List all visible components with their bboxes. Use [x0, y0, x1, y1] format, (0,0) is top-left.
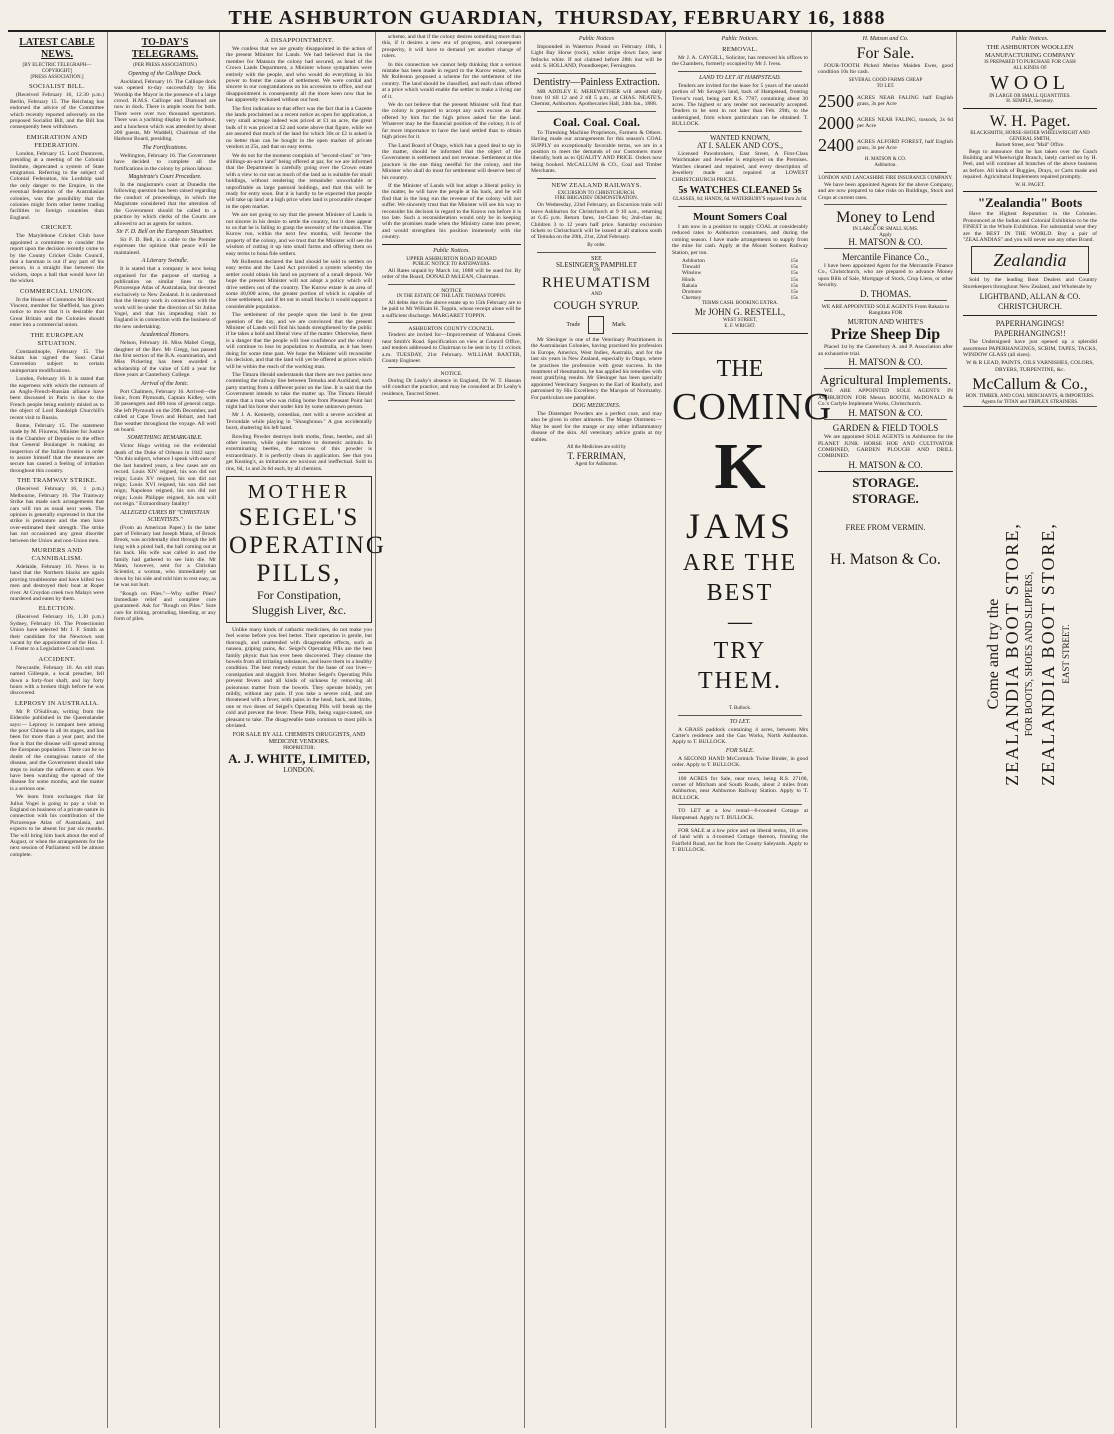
insurance-text: We have been appointed Agents for the above Company, and are now prepared to take risks on Buildings, Stock and Crops at current rates.	[818, 181, 953, 201]
zealandia-heading: "Zealandia" Boots	[977, 195, 1083, 211]
telegram-item-text: In the magistrate's court at Dunedin the following question has been raised regarding the conduct of proceedings, in which the Magistrate considered that the attention of the Government should be called to a practice by which clerks of the Courts are allowed to act as agents for suitors.	[114, 182, 216, 227]
cable-item-heading: COMMERCIAL UNION.	[19, 287, 95, 295]
for-sale-heading: FOR SALE.	[725, 747, 755, 754]
mark-label: Mark.	[612, 321, 627, 328]
coal-rate-price: 15s	[790, 282, 798, 289]
paget-trades: BLACKSMITH, HORSE-SHOER WHEELWRIGHT AND GENERAL SMITH,	[970, 131, 1090, 142]
telegram-item-text: Wellington, February 16. The Government have decided to complete all the fortifications in the colony by prison labour.	[114, 152, 216, 172]
editorial-cont-paragraph: If the Minister of Lands will but adopt a liberal policy in the matter, he will have the people at his back, and he will find that in the long run the revenue of the colony will not suffer. We sincerely trust that the Minister will see his way to reconsider his decision in regard to the Kurow run before it is too late. Such a reconsideration would only be in keeping with the promises made when the Ministry came into power, and would strengthen his position immensely with the country.	[382, 182, 521, 241]
dentistry-heading: Dentistry—Painless Extraction.	[533, 76, 660, 88]
garden-text: We are appointed SOLE AGENTS in Ashburton for the PLANET JUNR. HORSE HOE AND CULTIVATOR COMBINED, GARDEN PLOUGH AND DRILL COMBINED.	[818, 434, 953, 460]
paget-text: Begs to announce that he has taken over the Coach Building and Wheelwright Branch, lately carried on by H. Peel, and will continue all branches of the above business as before. All kinds of Buggies, Drays, or Carts made and repaired. Agricultural Implements repaired promptly.	[963, 148, 1097, 181]
pamphlet-and: AND	[591, 292, 602, 298]
lightband-name: LIGHTBAND, ALLAN & CO.	[979, 292, 1081, 302]
land-to-let-text: Tenders are invited for the lease for 5 years of the unsold portion of Mr Savage's land, back of Hampstead, fronting Trevor's road, being part R.S. 7787, containing about 30 acres. The highest or any tender not necessarily accepted. Tenders to be sent in not later than Feb. 29th, to the undersigned, from whom particulars can be obtained. T. BULLOCK.	[672, 82, 808, 128]
column-notices-c	[961, 32, 1100, 1428]
col6-notices-heading: Public Notices.	[721, 36, 759, 42]
salek-text: Licensed Pawnbrokers, East Street, A First-Class Watchmaker and Jeweller is employed on the Premises. Watches cleaned and repaired, and every description of Jewellery made and repaired at LOWEST CHRISTCHURCH PRICES.	[672, 151, 808, 183]
seigel-city: LONDON.	[283, 766, 315, 775]
agent-name: T. FERRIMAN,	[567, 450, 626, 461]
removal-text: Mr J. A. CAYGILL, Solicitor, has removed his offices to the Chambers, formerly occupied by Mr J. Ivess.	[672, 55, 808, 68]
boot-side2: ZEALANDIA BOOT STORE,	[1002, 522, 1022, 787]
woollen-heading: THE ASHBURTON WOOLLEN MANUFACTURING COMPANY	[984, 44, 1076, 59]
jams-jams: JAMS	[685, 505, 795, 546]
thomas-sign: D. THOMAS.	[859, 288, 912, 299]
coal-rate-price: 15s	[790, 270, 798, 277]
telegram-item-text: "Rough on Piles."—Why suffer Piles? Immediate relief and complete cure guaranteed. Ask for "Rough on Piles." Sure cure for itching, protruding, bleeding, or any form of piles.	[114, 590, 216, 623]
column-telegrams	[112, 32, 220, 1428]
coal-rate-price: 15s	[790, 257, 798, 264]
coal-rate-place: Hinds	[682, 276, 695, 283]
acre-listing	[818, 113, 953, 133]
agent-sub: Agent for Ashburton.	[575, 461, 618, 467]
telegram-items	[114, 71, 216, 623]
telegrams-assoc: (PER PRESS ASSOCIATION.)	[133, 63, 197, 68]
acre-listings	[818, 91, 953, 155]
money-sub: IN LARGE OR SMALL SUMS.	[852, 227, 919, 233]
cable-item-text: We learn from exchanges that Sir Julius Vogel is going to pay a visit to England on business of a private nature in connection with his contribution of the Picturesque Atlas of Australasia, and expects to be absent for just six months. The will bring him back about the end of August, or when the arrangements for the next session of Parliament will be almost complete.	[10, 794, 104, 858]
seigel-line5: For Constipation,	[256, 588, 341, 602]
sale2-text: FOR SALE at a low price and on liberal terms, 10 acres of land with a 4-roomed Cottage thereon, fronting the Fairfield Road, not far from the County Saleyards. Apply to T. BULLOCK.	[672, 828, 808, 854]
paints-text: W & R LEAD, PAINTS, OILS VARNISHES, COLORS, DRYERS, TURPENTINE, &c.	[966, 360, 1094, 373]
seigel-proprietor-label: PROPRIETOR:	[283, 745, 315, 751]
coal-terms: TERMS CASH. BOOKING EXTRA.	[702, 301, 778, 307]
editorial-cont-paragraph: We do not believe that the present Minister will find that the colony is prepared to accept any such excuse as that offered by him for the high prices asked for the land. Whatever may be the financial position of the colony, it is of far more importance to have the land settled than to obtain high prices for it.	[382, 102, 521, 141]
ashburton-sign1: Ashburton.	[874, 163, 897, 169]
cable-item-heading: LEPROSY IN AUSTRALIA.	[14, 699, 100, 707]
wool-sub: IN LARGE OR SMALL QUANTITIES.	[989, 93, 1071, 99]
coal-rate-price: 15s	[790, 276, 798, 283]
removal-heading: REMOVAL.	[722, 46, 758, 53]
col5-notices-heading: Public Notices	[578, 36, 615, 42]
boot-store-rotated	[985, 522, 1075, 786]
money-to-lend: Money to Lend	[836, 209, 935, 227]
storage-heading: STORAGE. STORAGE.	[852, 475, 919, 507]
coal-rate-place: Rakaia	[682, 282, 697, 289]
telegram-item-heading: The Fortifications.	[142, 144, 188, 151]
masthead	[8, 6, 1106, 32]
coal-heading: Coal. Coal. Coal.	[553, 114, 640, 129]
column-cable-news	[8, 32, 108, 1428]
acre-text: ACRES ALFORD FOREST, half English grass, 3s per Acre	[857, 139, 953, 152]
salek-heading: AT I. SALEK AND CO'S.,	[697, 141, 783, 151]
wool-kinds: ALL KINDS OF	[1013, 65, 1047, 71]
telegram-item-text: Sir F. D. Bell, in a cable to the Premier expresses the opinion that peace will be maintained.	[114, 236, 216, 256]
wanted-known: WANTED KNOWN,	[710, 133, 770, 142]
seigel-sale: FOR SALE BY ALL CHEMISTS DRUGGISTS, AND MEDICINE VENDORS.	[232, 731, 366, 745]
press-assoc: [PRESS ASSOCIATION.]	[30, 74, 84, 80]
telegram-item-heading: Sir F. D. Bell on the European Situation.	[116, 228, 214, 235]
coal-rate-price: 15s	[790, 264, 798, 271]
trade-label: Trade	[566, 321, 581, 328]
sheepdip-agents: WE ARE APPOINTED SOLE AGENTS From Rakaia to Rangitata FOR	[821, 304, 950, 317]
cable-item-text: Newcastle, February 16. An old man named Gillespie, a local preacher, fell down a forty-foot shaft, and lay forty hours with a broken thigh before he was discovered.	[10, 664, 104, 697]
editorial-paragraph: Mr J. A. Kennedy, comedian, met with a severe accident at Teviotdale while playing in "Shaughraun." A gun accidentally burst, shattering his left hand.	[226, 412, 372, 432]
pamphlet-cough: COUGH SYRUP.	[553, 297, 640, 312]
cable-item-text: In the House of Commons Mr Howard Vincent, member for Sheffield, has given notice to move that it is desirable that Great Britain and the Colonies should enter into a commercial union.	[10, 296, 104, 329]
telegram-item-heading: A Literary Swindle.	[141, 258, 189, 265]
cable-item-heading: CRICKET.	[41, 224, 73, 232]
notice-heading: UPPER ASHBURTON ROAD BOARD	[406, 255, 497, 262]
coal-rate-place: Dromore	[682, 288, 702, 295]
coal-rate-price: 15s	[790, 288, 798, 295]
coal-rates-list	[682, 258, 798, 301]
seigel-line6: Sluggish Liver, &c.	[251, 603, 347, 617]
acre-text: ACRES NEAR FALING, tussock, 2s 6d per Acre	[857, 117, 953, 130]
see-label: SEE	[591, 255, 602, 262]
land-to-let-heading: LAND TO LET AT HAMPSTEAD.	[699, 74, 781, 81]
cable-item-text: (Received February 16, 1 p.m.) Melbourne, February 16. The Tramway Strike has made such arrangements that cars will run as usual next week. The opinion is generally expressed in that the strike is premature and the men have over-estimated their strength. The strike has not occasioned any great disorder between the Union and non-Union men.	[10, 486, 104, 544]
insurance-heading: LONDON AND LANCASHIRE FIRE INSURANCE COMPANY.	[818, 176, 953, 181]
matson-sign1: H. MATSON & CO.	[864, 157, 907, 163]
acre-listing	[818, 91, 953, 111]
cable-item-heading: ELECTION.	[38, 605, 76, 613]
cable-items	[10, 83, 104, 858]
pamphlet-rheumatism: RHEUMATISM	[541, 275, 652, 292]
cable-item-heading: ACCIDENT.	[38, 655, 76, 663]
jams-try: TRY THEM.	[698, 637, 782, 694]
watches-heading: 5s WATCHES CLEANED 5s	[678, 185, 802, 197]
slesinger-text: Mr Slesinger is one of the Veterinary Practitioners in the Australasian Colonies, having practised his profession in Europe, America, West Indies, Australia, and for the last six years in New Zealand, especially in Otago, where he practises the profession with great success. In the treatment of rheumatism, he has applied his remedies with most gratifying results. Mr Slesinger has been specially appointed Veterinary Surgeon to the Earl of Ranfurly, and patronised by His Excellency the Marquis of Normanby. For particulars see pamphlet.	[531, 336, 662, 401]
cable-item-text: Mr P. O'Sullivan, writing from the Elderslie published in the Queenslander says:— Leprosy is rampant here among the poor Chinese in all its stages, and has been for more than a year past; and the fear is that the disease will spread among the European population. There can be no doubt of the contagious nature of the disease, and the Government should take steps to isolate the sufferers at once. We have been watching the spread of the disease for some months, and the matter is a serious one.	[10, 708, 104, 792]
paget-sign: W. H. PAGET.	[1015, 182, 1045, 188]
farms-cheap: SEVERAL GOOD FARMS CHEAP	[848, 77, 923, 83]
cable-item-heading: EMIGRATION AND FEDERATION.	[26, 133, 88, 149]
editorial-cont-paragraph: The Land Board of Otago, which has a good deal to say in the matter, should be informed that the object of the Government is settlement and not revenue. Settlement at this juncture is the one thing needful for the colony, and the Minister who shall do most for settlement will deserve best of his country.	[382, 142, 521, 181]
agents-label: All the Medicines are sold by	[566, 445, 626, 451]
public-notices-list	[382, 256, 521, 402]
editorial-paragraph: The first indication to that effect was the fact that in a Gazette the lands proclaimed as a recent notice as open for application, a very small acreage indeed was priced at £1 an acre, the great bulk of it was priced at £2 and some above that figure, while we are assured that much of the land for which 30s or £2 is asked is no better than can be bought in the open market of private vendors at 25s, and that on easy terms.	[226, 105, 372, 151]
pamphlet-name: SLESINGER'S PAMPHLET	[556, 260, 637, 269]
telegram-item-text: Nelson, February 16. Miss Mabel Gregg, daughter of the Rev. Mr Gregg, has passed the first section of the B.A. examination, and Miss Pickering has been awarded a scholarship of the value of £40 a year for three years at Canterbury College.	[114, 340, 216, 379]
paperhangings-heading: PAPERHANGINGS! PAPERHANGINGS!!	[994, 319, 1066, 339]
mercantile-text: I have been appointed Agent for the Mercantile Finance Co., Christchurch, who are prepared to advance Money upon Bills of Sale, Mortgage of Stock, Crop Liens, or other Security.	[818, 263, 953, 289]
railways-text: On Wednesday, 22nd February, an Excursion train will leave Ashburton for Christchurch at 9 10 a.m., returning at 6.45 p.m. Return fares, 1st-Class 6s; 2nd-class 4s; Children 3 to 12 years half price. Saturday excursion tickets to Christchurch will be issued at all stations south of Temuka on the 20th, 21st, 22nd February.	[531, 202, 662, 241]
paperhangings-text: The Undersigned have just opened up a splendid assortment PAPERHANGINGS, SCRIM, TAPES, TACKS, WINDOW GLASS (all sizes).	[963, 339, 1097, 359]
sheepdip-name: MURTON AND WHITE'S	[847, 317, 924, 326]
watches-sub: GLASSES, 6d; HANDS, 6d. WATERBURY'S repaired from 2s 6d.	[672, 197, 808, 203]
telegram-item-heading: Magistrate's Court Procedure.	[128, 174, 202, 181]
for-sale-title: For Sale.	[856, 45, 915, 62]
editorial-paragraph: We confess that we are greatly disappointed in the action of the present Minister for Lands. We had believed that in the member for Mataura the colony had secured, as head of the Crown Lands Department, a Minister whose sympathies were entirely with the people, and who would do everything in his power to foster the cause of settlement. We were cordial and sincere in our congratulations on his accession to office, and our disappointment is consequently all the more keen now that he has apparently reckoned without our host.	[226, 46, 372, 104]
acre-number: 2500	[818, 91, 854, 112]
boot-side3: FOR BOOTS, SHOES AND SLIPPERS,	[1024, 572, 1035, 737]
apply-label: Apply	[879, 232, 892, 238]
mccallum-heading: McCallum & Co.,	[972, 376, 1088, 394]
editorial-cont-paragraph: In this connection we cannot help thinking that a serious mistake has been made in regard to the Kurow estate, when Mr Rolleston proposed a scheme for the settlement of the country. The land should be classified, and each class offered at a price which would enable the settler to make a living out of it.	[382, 61, 521, 100]
notice-heading: NOTICE	[441, 287, 462, 294]
acre-number: 2400	[818, 135, 854, 156]
notice-text: During Dr Leahy's absence in England, Dr W. T. Hassan will conduct the practice, and may be consulted at Dr Leahy's residence, Tancred Street.	[382, 377, 521, 397]
cable-item-heading: THE TRAMWAY STRIKE.	[17, 477, 97, 485]
notice-sub: PUBLIC NOTICE TO RATEPAYERS.	[412, 262, 491, 267]
editorial-cont-paragraph: scheme, and that if the colony desires something more than this, if it desires a new era of progress, and consequent prosperity, it will have to demand yet another change of rulers.	[382, 34, 521, 60]
boot-store-ad	[963, 406, 1097, 902]
semple-sign: H. SEMPLE, Secretary.	[1006, 99, 1054, 105]
columns	[8, 32, 1106, 1428]
editorial-paragraph: We are not going to say that the present Minister of Lands is not sincere in his desire to settle the country, but it does appear to us that he is failing to grasp the necessity of the situation. The Kurow run, within the next few months, will become the property of the colony, and we trust that the Minister will see the wisdom of cutting it up into small farms and offering them on easy terms to bona fide settlers.	[226, 212, 372, 257]
newspaper-name: THE ASHBURTON GUARDIAN,	[228, 6, 544, 29]
sheepdip-sub: Placed 1st by the Canterbury A. and P. Association after an exhaustive trial.	[818, 344, 953, 357]
notice-heading: NOTICE.	[440, 371, 463, 378]
telegram-item-text: It is stated that a company is now being organised for the purpose of starting a publication on similar lines to the Picturesque Atlas of Australasia, but devoted exclusively to New Zealand. It is understood that the literary work in connection with the work will be under the direction of Sir Julius Vogel, and that his impending visit to England is in connection with the business of the new undertaking.	[114, 266, 216, 330]
matson-header: H. Matson and Co.	[862, 36, 909, 42]
telegram-item-heading: Opening of the Calliope Dock.	[128, 70, 202, 77]
public-notices-heading: Public Notices.	[433, 247, 470, 254]
cable-item-heading: SOCIALIST BILL.	[28, 83, 86, 91]
cable-item-heading: THE EUROPEAN SITUATION.	[30, 331, 84, 347]
garden-heading: GARDEN & FIELD TOOLS	[832, 423, 939, 434]
coal-rate-price: 15s	[790, 295, 798, 302]
agri-heading: Agricultural Implements.	[819, 372, 952, 388]
jams-ad: THE COMING K JAMS ARE THE BEST — TRY THEM.	[672, 355, 833, 694]
sheep-text: FOUR-TOOTH Picked Merino Maiden Ewes, good condition 10s for cash.	[818, 63, 953, 76]
matson-sign2: H. MATSON & CO.	[848, 236, 923, 247]
seigel-line1: MOTHER	[247, 481, 351, 503]
impounded-notice: Impounded in Waterton Pound on February 16th, 1 Light Bay Horse (rock), white stripe down face, near fetlocks white. If not claimed before 28th inst will be sold. S. HOLLAND, Poundkeeper, Fernington.	[531, 44, 662, 70]
mccallum-sub: BON. TIMBER, AND COAL MERCHANTS, & IMPORTERS.	[965, 394, 1095, 400]
railways-heading: NEW ZEALAND RAILWAYS.	[551, 181, 642, 189]
boot-side4: ZEALANDIA BOOT STORE,	[1038, 522, 1058, 787]
matson-sign3: H. MATSON & CO.	[848, 357, 923, 368]
telegram-item-text: Victor Hugo writing on the evidential death of the Duke of Orleans in 1842 says: "On this subject, whence I speak with ease of the last hundred years, a few cases are on record. Louis XIV reigned, his son did not reign; Louis XV reigned, his son did not reign; Louis XVI reigned, his son did not reign; Napoleon reigned, his son did not reign; Louis Philippe reigned, his son will not reign." Extraordinary fatality!	[114, 443, 216, 508]
sheepdip-heading: Prize Sheep Dip	[830, 326, 941, 344]
column-notices-a	[529, 32, 666, 1428]
boot-side1: Come and try the	[985, 599, 1002, 710]
notice-heading: ASHBURTON COUNTY COUNCIL.	[408, 326, 495, 333]
railways-sub: EXCURSION TO CHRISTCHURCH.	[557, 190, 636, 196]
cable-news-heading: LATEST CABLE NEWS.	[19, 37, 95, 60]
zealandia-text: Have the Highest Reputation in the Colonies. Pronounced at the Indian and Colonial Exhibition to be the FINEST in the Whole Exhibition. For substantial wear they are the BEST IN THE WORLD. Buy a pair of "ZEALANDIAS" and you will never use any other Brand.	[963, 211, 1097, 244]
jams-coming: COMING	[672, 385, 833, 428]
cable-item-heading: MURDERS AND CANNIBALISM.	[31, 546, 83, 562]
cable-item-text: Adelaide, February 16. News is to hand that the Northern blacks are again proving troublesome and have killed two men and destroyed their boat at Roper river. At Croydon creek two Malays were murdered and eaten by them.	[10, 563, 104, 602]
mccallum-agents: Agents for TITAN and TRIPLEX STRAINERS.	[981, 400, 1079, 406]
to-let-heading: TO LET.	[729, 718, 751, 725]
coal-sign2: WEST STREET,	[723, 318, 757, 324]
dog-medicines-text: The Distemper Powders are a perfect cure, and may also be given in other ailments. The Mange Ointment.—May be used for the mange or any other inflammatory disease of the skin. All veterinary advice gratis at my stables.	[531, 410, 662, 443]
coal-rate-place: Chertsey	[682, 295, 702, 302]
seigel-pills-ad	[226, 476, 386, 623]
boot-side5: EAST STREET.	[1061, 624, 1071, 684]
to-let-text: A GRASS paddock containing 4 acres, between Mrs Carter's residence and the Gas Works, North Ashburton. Apply to T. BULLOCK.	[672, 726, 808, 746]
editorial-paragraph: We do not for the moment complain of "second-class" or "ten-shillings-an-acre land" being offered at par, for we are informed that the Department is carefully going over the Crown estate with a view to cut out as much of the land as is suitable for small holdings, without rendering the remainder unworkable or unprofitable as large pastoral holdings, and that this will be ready for entry soon. But it is hardly to be expected that people will take up land at a high price when land is procurable cheaper in the open market.	[226, 152, 372, 210]
column-editorial-cont	[380, 32, 525, 1428]
dentistry-text: MR ADDLEY E. MEREWETHER will attend daily from 10 till 12 and 2 till 5 p.m., at CHAS. NEATE'S, Chemist, Ashburton. Apothecaries Hall, 24th Jan., 1888.	[531, 88, 662, 108]
dog-medicines-heading: DOG MEDICINES.	[572, 402, 621, 409]
coal-sign3: E. F. WRIGHT.	[724, 323, 756, 329]
zealandia-logo	[971, 246, 1089, 274]
cable-item-text: London, February 16. It is stated that the eagerness with which the rumours of an Anglo-French-Russian alliance have been discussed in Paris is due to the French people being entirely misled as to the object of Lord Randolph Churchill's recent visit to Russia.	[10, 376, 104, 421]
seigel-line4: PILLS,	[256, 560, 342, 587]
column-editorial	[224, 32, 386, 1428]
trade-mark	[531, 316, 662, 334]
woollen-sub: IS PREPARED TO PURCHASE FOR CASH	[984, 60, 1076, 65]
zealandia-sold: Sold by the leading Boot Dealers and Country Storekeepers throughout New Zealand, and Wholesale by	[963, 277, 1097, 290]
column-matson	[816, 32, 957, 1428]
bullock-label: T. Bullock.	[728, 705, 752, 711]
mount-somers-text: I am now in a position to supply COAL at considerably reduced rates to Ashburton consumers, and during the coming season. I have made arrangements to supply from the mine for cash. Apply at the Mount Somers Railway Station, per ton.	[672, 223, 808, 256]
telegrams-heading: TO-DAY'S TELEGRAMS.	[131, 37, 199, 60]
acre-text: ACRES NEAR FALING half English grass, 3s per Acre	[857, 95, 953, 108]
matson-sign4: H. MATSON & CO.	[848, 407, 923, 418]
editorial-heading: A DISAPPOINTMENT.	[264, 37, 334, 44]
cable-item-text: London, February 15. Lord Dunraven, presiding at a meeting of the Colonial Institute, deprecated a system of State emigration. Referring to the subject of Colonial Federation, his Lordship said the only danger to the Empire, in the eventual federation of the Australasian colonies, was the possibility that the colonies might form other better trading facilities to foreign countries than England.	[10, 150, 104, 221]
col8-notices-heading: Public Notices.	[1011, 36, 1049, 42]
jams-k: K	[714, 429, 766, 503]
cable-item-text: The Marylebone Cricket Club have appointed a committee to consider the report upon the decision recently come to by the County Cricket Clubs Council, that a barsman is out if any part of his person, in a straight line between the wickets, stops a ball that would have hit the wicket.	[10, 233, 104, 285]
trade-mark-icon	[588, 316, 604, 334]
coal-rate-place: Ashburton	[682, 257, 705, 264]
for-sale-text: A SECOND HAND McCormick Twine Binder, in good order. Apply to T. BULLOCK.	[672, 755, 808, 769]
coal-sign: Mr JOHN G. RESTELL,	[694, 307, 786, 318]
coal-text: To Threshing Machine Proprietors, Farmers & Others. Having made our arrangements for this season's COAL SUPPLY on exceptionally favorable terms, we are in a position to meet the demands of our Customers more liberally, both as to QUALITY AND PRICE. Orders now being booked. McCALLUM & CO., Coal and Timber Merchants.	[531, 129, 662, 175]
notice-text: All debts due to the above estate up to 15th February are to be paid to Mr William H. Toppin, whose receipt alone will be a sufficient discharge. MARGARET TOPPIN.	[382, 299, 521, 319]
acre-number: 2000	[818, 113, 854, 134]
matson-sign5: H. MATSON & CO.	[848, 459, 923, 470]
christchurch-label: CHRISTCHURCH.	[998, 302, 1062, 312]
editorial-paragraph: The Timaru Herald understands that there are two parties now contesting the railway line between Temuka and Auckland, each party starting from a different point on the line. It is said that the Government intends to take the matter up. The Timaru Herald states that a man who was riding home from Pleasant Point last night had his horse shot under him by some unknown person.	[226, 371, 372, 410]
jams-the: THE	[716, 355, 764, 382]
matson-footer: H. Matson & Co.	[830, 550, 941, 568]
farm-text: 100 ACRES for Sale, near town, being R.S. 27168, corner of Mitcham and South Roads, about 2 miles from Ashburton, near Ashburton Railway Station. Apply to T. BULLOCK.	[672, 775, 808, 801]
seigel-firm: A. J. WHITE, LIMITED,	[228, 751, 370, 767]
cable-item-text: (Received February 16, 1.30 p.m.) Sydney, February 16. The Protectionist Union have selected Mr J. F. Smith as their candidate for the Newtown seat vacant by the appointment of the Hon. J. J. Foster to a Legislative Council seat.	[10, 614, 104, 653]
telegram-item-text: (From an American Paper.) In the latter part of February last Joseph Mann, of Brook Brook, was accidentally shot through the left lung with a pistol ball, the ball coming out at his back. His wife was called in and the family had gathered to see him die. Mr Mann, however, sent for a Christian Scientist, a woman, who immediately sat down by his side and told him to rest easy, as he was not hurt.	[114, 524, 216, 589]
cable-item-text: Rome, February 15. The statement made by M. Fliurens, Minister for Justice in the Chamber of Deputies to the effect that General Boulanger is making an inspection of the Italian frontier in order to assure himself that the measures are secure has caused a feeling of irritation throughout this country.	[10, 423, 104, 474]
acre-listing	[818, 135, 953, 155]
zealandia-logo-text: Zealandia	[993, 250, 1067, 271]
notice-text: All Rates unpaid by March 1st, 1888 will be sued for. By order of the Board, DONALD McLEAN, Chairman.	[382, 267, 521, 281]
notice-text: Tenders are invited for—Improvement of Wakanui Creek near Smith's Road. Specification on view at Council Office, and tenders addressed to Chairman to be sent in by 11 o'clock a.m. TUESDAY, 21st February. WILLIAM BAXTER, County Engineer.	[382, 332, 521, 365]
seigel-line3: OPERATING	[229, 532, 386, 559]
cottage-text: TO LET at a low rental—6-roomed Cottage at Hampstead. Apply to T. BULLOCK.	[672, 808, 808, 821]
cable-item-text: Constantinople, February 15. The Sultan has signed the Suez Canal Convention subject to certain unimportant modifications.	[10, 348, 104, 374]
telegram-item-heading: Academical Honors.	[140, 332, 190, 339]
editorial-paragraph: The settlement of the people upon the land is the great question of the day, and we are convinced that the present Minister of Lands will find his hands strengthened by the public if he takes a bold and liberal view of the matter. Otherwise, there is a danger that the people will lose confidence and the colony will continue to lose its population to Australia, as it has been doing for some time past. We hope the Minister will reconsider his decision, and that the land will yet be offered at prices which will be within the reach of the working man.	[226, 312, 372, 370]
notice-sub: IN THE ESTATE OF THE LATE THOMAS TOPPIN.	[396, 294, 507, 300]
telegram-item-heading: ALLEGED CURES BY "CHRISTIAN SCIENTISTS."	[120, 509, 210, 523]
seigel-line2: SEIGEL'S	[238, 504, 360, 531]
mercantile-heading: Mercantile Finance Co.,	[842, 252, 929, 263]
coal-rate-place: Tinwald	[682, 264, 700, 271]
vermin-text: FREE FROM VERMIN.	[845, 523, 926, 533]
cable-byline: [BY ELECTRIC TELEGRAPH—COPYRIGHT]	[22, 63, 92, 74]
editorial-paragraph: Mr Rolleston declared the land should be sold to settlers on easy terms and the Land Act provided a system whereby the settler could obtain his land on payment of a small deposit. We hope the present Minister will not adopt a policy which will drive settlers out of the country. The Kurow estate is an area of some 40,000 acres, the greater portion of which is capable of close settlement, and if let out in small blocks it would support a considerable population.	[226, 259, 372, 310]
to-let-label: TO LET.	[876, 83, 895, 89]
jams-best: ARE THE BEST	[682, 549, 798, 606]
telegram-item-heading: SOMETHING REMARKABLE.	[127, 435, 203, 442]
telegram-item-heading: Arrival of the Ionic.	[141, 380, 189, 387]
telegram-item-text: Auckland, February 16. The Calliope dock was opened to-day successfully by His Worship the Mayor in the presence of a large crowd. H.M.S. Calliope and Diamond are now in dock. There is ample room for both. There were over two thousand spectators. There was a yachting display in the harbour, and a luncheon which was attended by about 200 guests, Mr Waddell, Chairman of the Harbour Board, presiding.	[114, 78, 216, 143]
agri-text: WE ARE APPOINTED SOLE AGENTS IN ASHBURTON FOR Messrs BOOTH, McDONALD & Co.'s Carlyle Implement Works, Christchurch.	[818, 388, 953, 408]
column-notices-b	[670, 32, 833, 1428]
issue-date: THURSDAY, FEBRUARY 16, 1888	[555, 6, 886, 29]
editorial-paragraphs	[226, 46, 372, 472]
paget-heading: W. H. Paget.	[989, 113, 1071, 131]
railways-sub2: FIRE BRIGADES' DEMONSTRATION.	[555, 196, 638, 202]
paget-address: Burnett Street, next "Mail" Office.	[995, 142, 1065, 148]
mount-somers-heading: Mount Somers Coal	[692, 210, 788, 223]
railways-sign: By order.	[587, 242, 606, 248]
telegram-item-text: Port Chalmers, February 16. Arrived—the Ionic, from Plymouth, Captain Kidley, with 30 passengers and 400 tons of general cargo. She left Plymouth on the 29th December, and called at Cape Town and Hobart, and had fine weather throughout the voyage. All well on board.	[114, 388, 216, 434]
editorial-paragraph: Bowling Powder destroys both moths, fleas, beetles, and all other insects, while quite harmless to domestic animals. In exterminating beetles, the success of this powder is extraordinary. It is perfectly clean in application. See that you get Keating's, as imitations are noxious and ineffectual. Sold in tins, 6d, 1s and 2s 6d each, by all chemists.	[226, 433, 372, 472]
pamphlet-on: ON	[592, 268, 601, 274]
coal-rate-place: Winslow	[682, 270, 702, 277]
seigel-text: Unlike many kinds of cathartic medicines, do not make you feel worse before you feel better. Their operation is gentle, but thorough, and unattended with disagreeable effects, such as nausea, griping pains, &c. Seigel's Operating Pills are the best family physic that has ever been discovered. They cleanse the bowels from all irritating substances, and leave them in a healthy condition. The best remedy extant for the bane of our lives—constipation and sluggish liver. Mother Seigel's Operating Pills prevent fevers and all kinds of sickness by removing all poisonous matter from the bowels. They operate briskly, yet mildly, without any pain. If you take a severe cold, and are threatened with a fever, with pains in the head, back, and limbs, one or two doses of Seigel's Operating Pills will break up the cold and prevent the fever. These Pills, being sugar-coated, are pleasant to take. The disagreeable taste common to most pills is obviated.	[226, 627, 372, 730]
cable-item-text: (Received February 16, 12.30 p.m.) Berlin, February 15. The Reichstag has endorsed the advice of the Committee which recently reported adversely on the proposed Socialist Bill, and the Bill has consequently been withdrawn.	[10, 92, 104, 131]
editorial-cont-paragraphs	[382, 34, 521, 241]
wool-title: WOOL	[990, 71, 1070, 94]
